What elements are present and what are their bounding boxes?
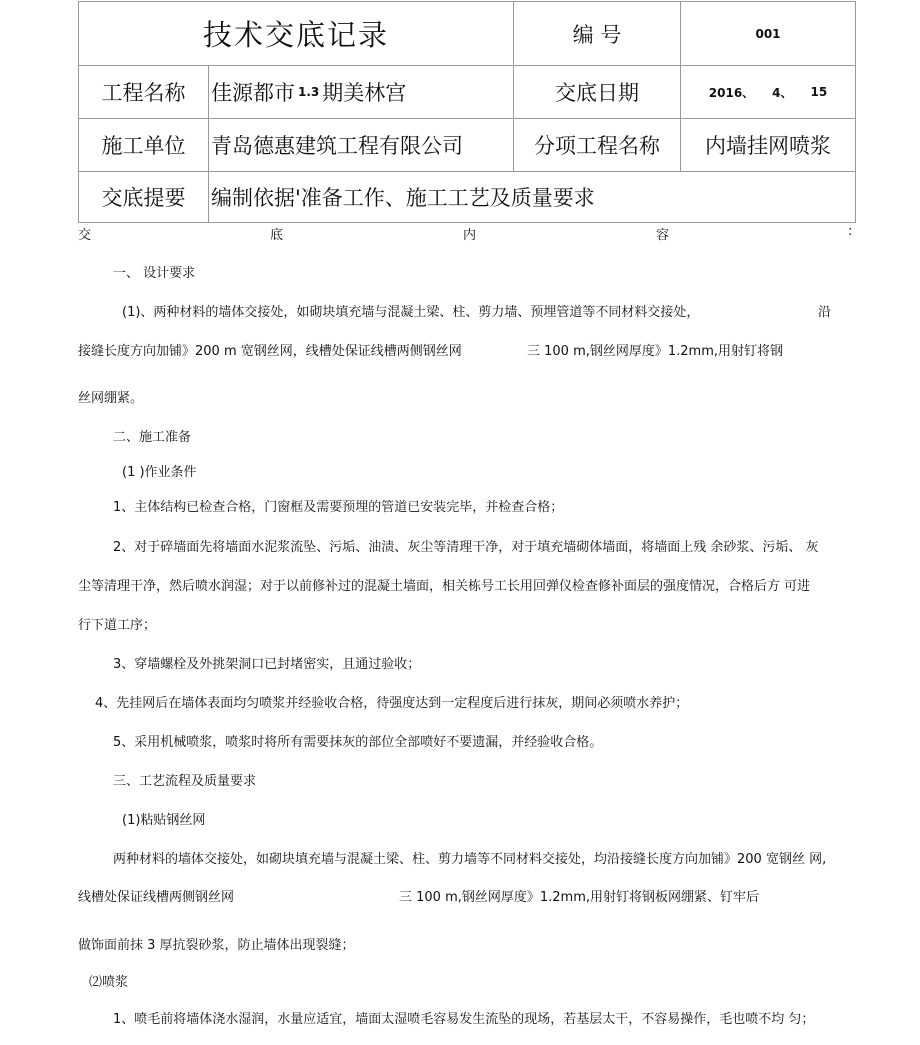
summary-label: 交底提要 <box>79 172 209 223</box>
contractor-label: 施工单位 <box>79 119 209 172</box>
list-item: 2、对于碎墙面先将墙面水泥浆流坠、污垢、油渍、灰尘等清理干净，对于填充墙砌体墙面，将墙面上残 余砂浆、污垢、 灰 <box>113 540 819 555</box>
list-item: 4、先挂网后在墙体表面均匀喷浆并经验收合格，待强度达到一定程度后进行抹灰，期间必须喷水养护； <box>95 696 689 711</box>
list-item: 行下道工序； <box>78 618 157 633</box>
section-2-subheading: (1 )作业条件 <box>122 465 197 480</box>
section-3-heading: 三、工艺流程及质量要求 <box>113 774 257 789</box>
project-name-post: 期美林宫 <box>322 81 407 105</box>
list-item: 尘等清理干净，然后喷水润湿；对于以前修补过的混凝土墙面，相关栋号工长用回弹仪检查修补面层的强度情况，合格后方 可进 <box>78 579 811 594</box>
number-label: 编 号 <box>514 2 681 66</box>
content-heading-char: 内 <box>463 228 477 243</box>
date-label: 交底日期 <box>514 66 681 119</box>
content-heading-char: 交 <box>78 228 92 243</box>
project-name-pre: 佳源都市 <box>211 81 295 105</box>
number-value: 001 <box>681 2 856 66</box>
list-item: 5、采用机械喷浆，喷浆时将所有需要抹灰的部位全部喷好不要遗漏，并经验收合格。 <box>113 735 603 750</box>
list-item: 1、喷毛前将墙体浇水湿润，水量应适宜，墙面太湿喷毛容易发生流坠的现场，若基层太干，不容易操作，毛也喷不均 匀； <box>113 1012 815 1027</box>
project-phase-number: 1.3 <box>298 85 320 99</box>
section-3-paragraph: 做饰面前抹 3 厚抗裂砂浆，防止墙体出现裂缝； <box>78 938 355 953</box>
project-name-value <box>209 66 514 119</box>
document-title: 技术交底记录 <box>79 2 514 66</box>
section-3-subheading: ⑵喷浆 <box>89 975 129 990</box>
section-1-paragraph: 接缝长度方向加铺》200 m 宽钢丝网，线槽处保证线槽两侧钢丝网 <box>78 344 462 359</box>
project-name-label: 工程名称 <box>79 66 209 119</box>
section-1-paragraph: 丝网绷紧。 <box>78 391 144 406</box>
subproject-label: 分项工程名称 <box>514 119 681 172</box>
section-3-paragraph: 三 100 m,钢丝网厚度》1.2mm,用射钉将钢板网绷紧、钉牢后 <box>399 890 760 905</box>
date-value <box>681 66 856 119</box>
header-table <box>78 1 856 223</box>
content-heading-char: 底 <box>270 228 284 243</box>
list-item: 3、穿墙螺栓及外挑架洞口已封堵密实，且通过验收； <box>113 657 421 672</box>
date-day: 15 <box>810 85 828 99</box>
list-item: 1、主体结构已检查合格，门窗框及需要预埋的管道已安装完毕，并检查合格； <box>113 500 564 515</box>
content-heading-char: : <box>848 224 853 239</box>
date-month: 4、 <box>772 85 793 100</box>
summary-value: 编制依据'准备工作、施工工艺及质量要求 <box>209 172 856 223</box>
date-year: 2016、 <box>708 85 755 100</box>
subproject-value: 内墙挂网喷浆 <box>681 119 856 172</box>
section-1-heading: 一、 设计要求 <box>113 266 196 281</box>
section-1-paragraph: (1)、两种材料的墙体交接处，如砌块填充墙与混凝土梁、柱、剪力墙、预埋管道等不同材料交接处， <box>122 305 700 320</box>
section-2-heading: 二、施工准备 <box>113 430 192 445</box>
section-3-subheading: (1)粘贴钢丝网 <box>122 813 206 828</box>
section-3-paragraph: 两种材料的墙体交接处，如砌块填充墙与混凝土梁、柱、剪力墙等不同材料交接处，均沿接缝长度方向加铺》200 宽钢丝 网, <box>113 852 827 867</box>
section-1-paragraph-end: 沿 <box>818 305 832 320</box>
contractor-value: 青岛德惠建筑工程有限公司 <box>209 119 514 172</box>
section-1-paragraph: 三 100 m,钢丝网厚度》1.2mm,用射钉将钢 <box>527 344 784 359</box>
section-3-paragraph: 线槽处保证线槽两侧钢丝网 <box>78 890 235 905</box>
content-heading <box>78 224 855 244</box>
content-heading-char: 容 <box>656 228 670 243</box>
